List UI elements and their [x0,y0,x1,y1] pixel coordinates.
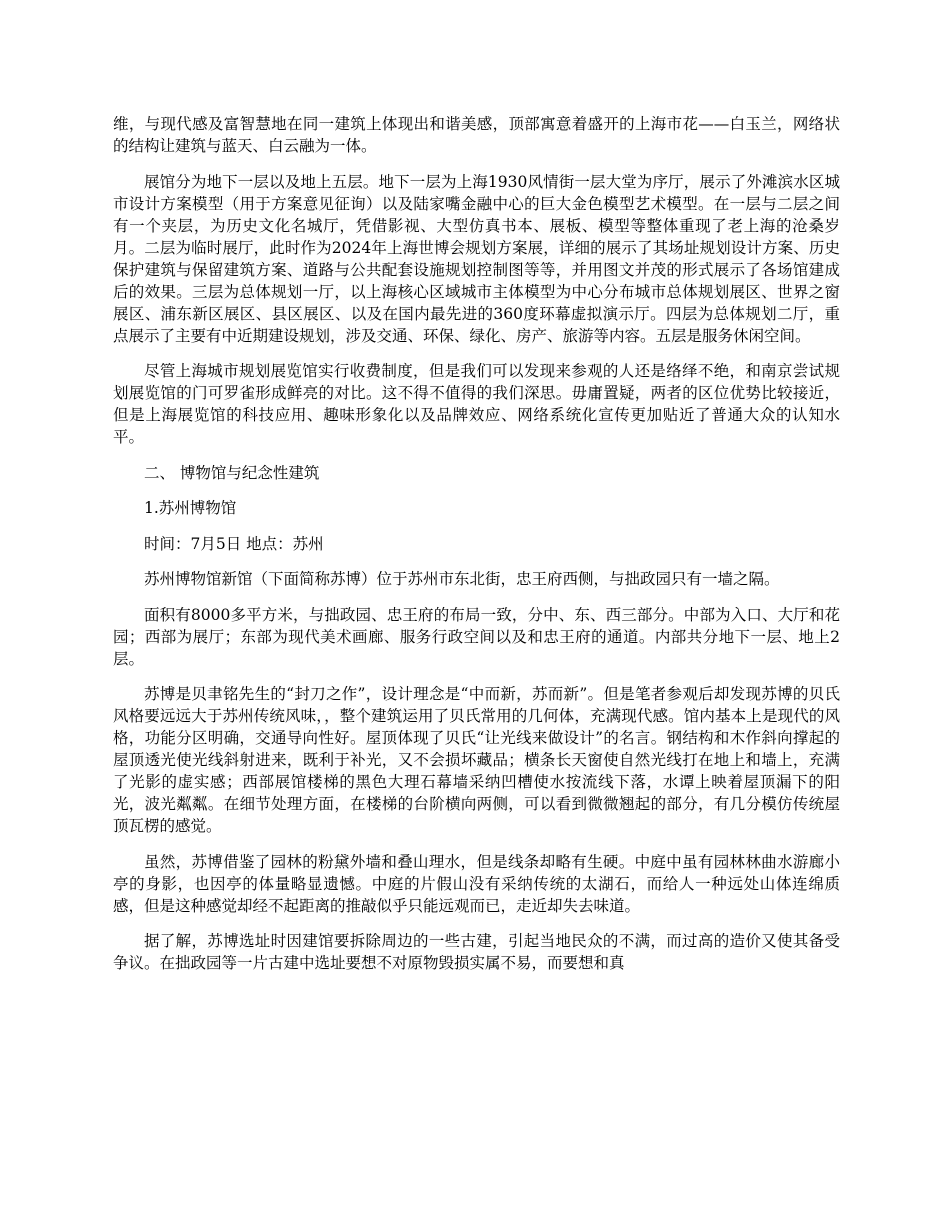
paragraph-design-concept: 苏博是贝聿铭先生的“封刀之作”，设计理念是“中而新，苏而新”。但是笔者参观后却发现苏博的贝氏风格要远远大于苏州传统风味，，整个建筑运用了贝氏常用的几何体，充满现代感。馆内基本上是现代的风格，功能分区明确，交通导向性好。屋顶体现了贝氏“让光线来做设计”的名言。钢结构和木作斜向撑起的屋顶透光使光线斜射进来，既利于补光，又不会损坏藏品；横条长天窗使自然光线打在地上和墙上，充满了光影的虚实感；西部展馆楼梯的黑色大理石幕墙采纳凹槽使水按流线下落，水谭上映着屋顶漏下的阳光，波光粼粼。在细节处理方面，在楼梯的台阶横向两侧，可以看到微微翘起的部分，有几分模仿传统屋顶瓦楞的感觉。 [113,685,840,835]
paragraph-fee-comparison: 尽管上海城市规划展览馆实行收费制度，但是我们可以发现来参观的人还是络绎不绝，和南京尝试规划展览馆的门可罗雀形成鲜亮的对比。这不得不值得的我们深思。毋庸置疑，两者的区位优势比较接近，但是上海展览馆的科技应用、趣味形象化以及品牌效应、网络系统化宣传更加贴近了普通大众的认知水平。 [113,362,840,446]
paragraph-garden-critique: 虽然，苏博借鉴了园林的粉黛外墙和叠山理水，但是线条却略有生硬。中庭中虽有园林林曲水游廊小亭的身影，也因亭的体量略显遗憾。中庭的片假山没有采纳传统的太湖石，而给人一种远处山体连绵质感，但是这种感觉却经不起距离的推敲似乎只能远观而已，走近却失去味道。 [113,852,840,915]
section-heading-museums: 二、 博物馆与纪念性建筑 [144,463,320,482]
paragraph-site-controversy: 据了解，苏博选址时因建馆要拆除周边的一些古建，引起当地民众的不满，而过高的造价又使其备受争议。在拙政园等一片古建中选址要想不对原物毁损实属不易，而要想和真 [113,932,840,972]
subsection-heading-suzhou-museum: 1.苏州博物馆 [144,499,237,517]
document-page [113,113,840,988]
paragraph-museum-location: 苏州博物馆新馆（下面简称苏博）位于苏州市东北街，忠王府西侧，与拙政园只有一墙之隔。 [144,570,780,588]
paragraph-museum-area: 面积有8000多平方米，与拙政园、忠王府的布局一致，分中、东、西三部分。中部为入口、大厅和花园；西部为展厅；东部为现代美术画廊、服务行政空间以及和忠王府的通道。内部共分地下一层、地上2层。 [113,605,840,668]
paragraph-exhibition-floors: 展馆分为地下一层以及地上五层。地下一层为上海1930风情街一层大堂为序厅，展示了外滩滨水区城市设计方案模型（用于方案意见征询）以及陆家嘴金融中心的巨大金色模型艺术模型。在一层与二层之间有一个夹层，为历史文化名城厅，凭借影视、大型仿真书本、展板、模型等整体重现了老上海的沧桑岁月。二层为临时展厅，此时作为2024年上海世博会规划方案展，详细的展示了其场址规划设计方案、历史保护建筑与保留建筑方案、道路与公共配套设施规划控制图等等，并用图文并茂的形式展示了各场馆建成后的效果。三层为总体规划一厅，以上海核心区域城市主体模型为中心分布城市总体规划展区、世界之窗展区、浦东新区展区、县区展区、以及在国内最先进的360度环幕虚拟演示厅。四层为总体规划二厅，重点展示了主要有中近期建设规划，涉及交通、环保、绿化、房产、旅游等内容。五层是服务休闲空间。 [113,172,840,345]
visit-time-location: 时间：7月5日 地点：苏州 [144,534,324,553]
paragraph-building-design-continued: 维，与现代感及富智慧地在同一建筑上体现出和谐美感，顶部寓意着盛开的上海市花——白玉兰，网络状的结构让建筑与蓝天、白云融为一体。 [113,115,840,155]
